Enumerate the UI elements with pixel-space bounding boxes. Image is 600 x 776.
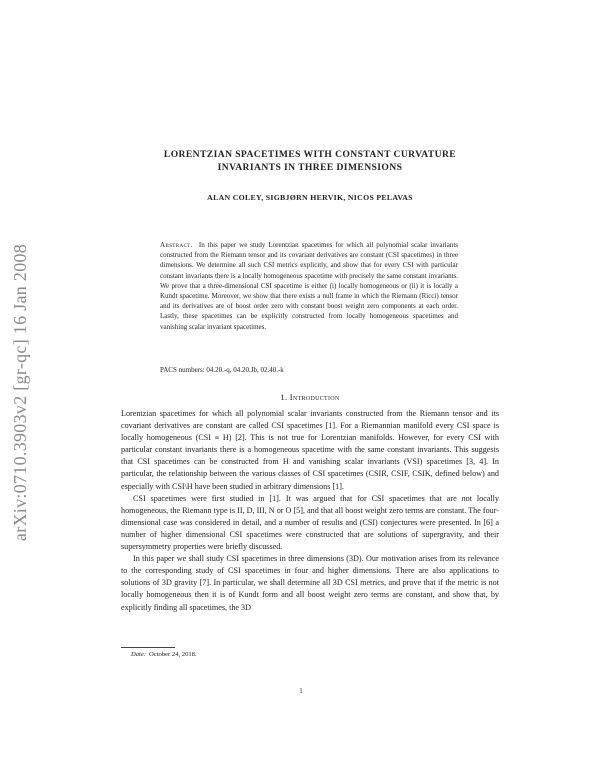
abstract-text: In this paper we study Lorentzian spacetimes for which all polynomial scalar invariants constructed from the Riemann tensor and its covariant derivatives are constant (CSI spacetimes) in three dimensions. We determine all such CSI metrics explicitly, and show that for every CSI with particular constant invariants there is a locally homogeneous spacetime with precisely the same constant invariants. We prove that a three-dimensional CSI spacetime is either (i) locally homogeneous or (ii) it is locally a Kundt spacetime. Moreover, we show that there exists a null frame in which the Riemann (Ricci) tensor and its derivatives are of boost order zero with constant boost weight zero components at each order. Lastly, these spacetimes can be explicitly constructed from locally homogeneous spacetimes and vanishing scalar invariant spacetimes. xyxy=(160,241,458,331)
body-paragraph-1: Lorentzian spacetimes for which all polynomial scalar invariants constructed from the Riemann tensor and its covariant derivatives are constant are called CSI spacetimes [1]. For a Riemannian manifold every CSI space is locally homogeneous (CSI ≡ H) [2]. This is not true for Lorentzian manifolds. However, for every CSI with particular constant invariants there is a homogeneous spacetime with the same constant invariants. This suggests that CSI spacetimes can be constructed from H and vanishing scalar invariants (VSI) spacetimes [3, 4]. In particular, the relationship between the various classes of CSI spacetimes (CSIR, CSIF, CSIK, defined below) and especially with CSI\H have been studied in arbitrary dimensions [1]. xyxy=(121,409,499,491)
page-number: 1 xyxy=(299,687,303,695)
paper-title-line-2: INVARIANTS IN THREE DIMENSIONS xyxy=(217,162,403,173)
arxiv-identifier-text: arXiv:0710.3903v2 [gr-qc] 16 Jan 2008 xyxy=(10,243,31,542)
paper-title-line-1: LORENTZIAN SPACETIMES WITH CONSTANT CURVATURE xyxy=(163,149,457,160)
body-paragraph-2: CSI spacetimes were first studied in [1]. It was argued that for CSI spacetimes that are not locally homogeneous, the Riemann type is II, D, III, N or O [5], and that all boost weight zero terms are constant. The four-dimensional case was considered in detail, and a number of results and (CSI) conjectures were presented. In [6] a number of higher dimensional CSI spacetimes were constructed that are solutions of supergravity, and their supersymmetry properties were briefly discussed. xyxy=(121,493,499,552)
abstract-block xyxy=(160,240,458,332)
arxiv-identifier xyxy=(9,195,33,590)
footnote-rule xyxy=(121,647,175,648)
footnote-date xyxy=(131,651,197,658)
abstract-heading: Abstract. xyxy=(160,241,193,249)
author-list: ALAN COLEY, SIGBJØRN HERVIK, NICOS PELAVAS xyxy=(207,193,413,202)
body-paragraph-3: In this paper we shall study CSI spacetimes in three dimensions (3D). Our motivation arises from its relevance to the corresponding study of CSI spacetimes in four and higher dimensions. There are also applications to solutions of 3D gravity [7]. In particular, we shall determine all 3D CSI metrics, and prove that if the metric is not locally homogeneous then it is of Kundt form and all boost weight zero terms are constant, and show that, by explicitly finding all spacetimes, the 3D xyxy=(121,554,499,612)
body-text xyxy=(121,408,499,614)
footnote-date-label: Date: xyxy=(131,651,147,658)
paper-title xyxy=(100,148,520,174)
pacs-numbers: PACS numbers: 04.20.-q, 04.20.Jb, 02.40.-k xyxy=(160,366,284,374)
section-heading-introduction: 1. Introduction xyxy=(280,392,340,402)
footnote-date-value: October 24, 2018. xyxy=(149,651,197,658)
